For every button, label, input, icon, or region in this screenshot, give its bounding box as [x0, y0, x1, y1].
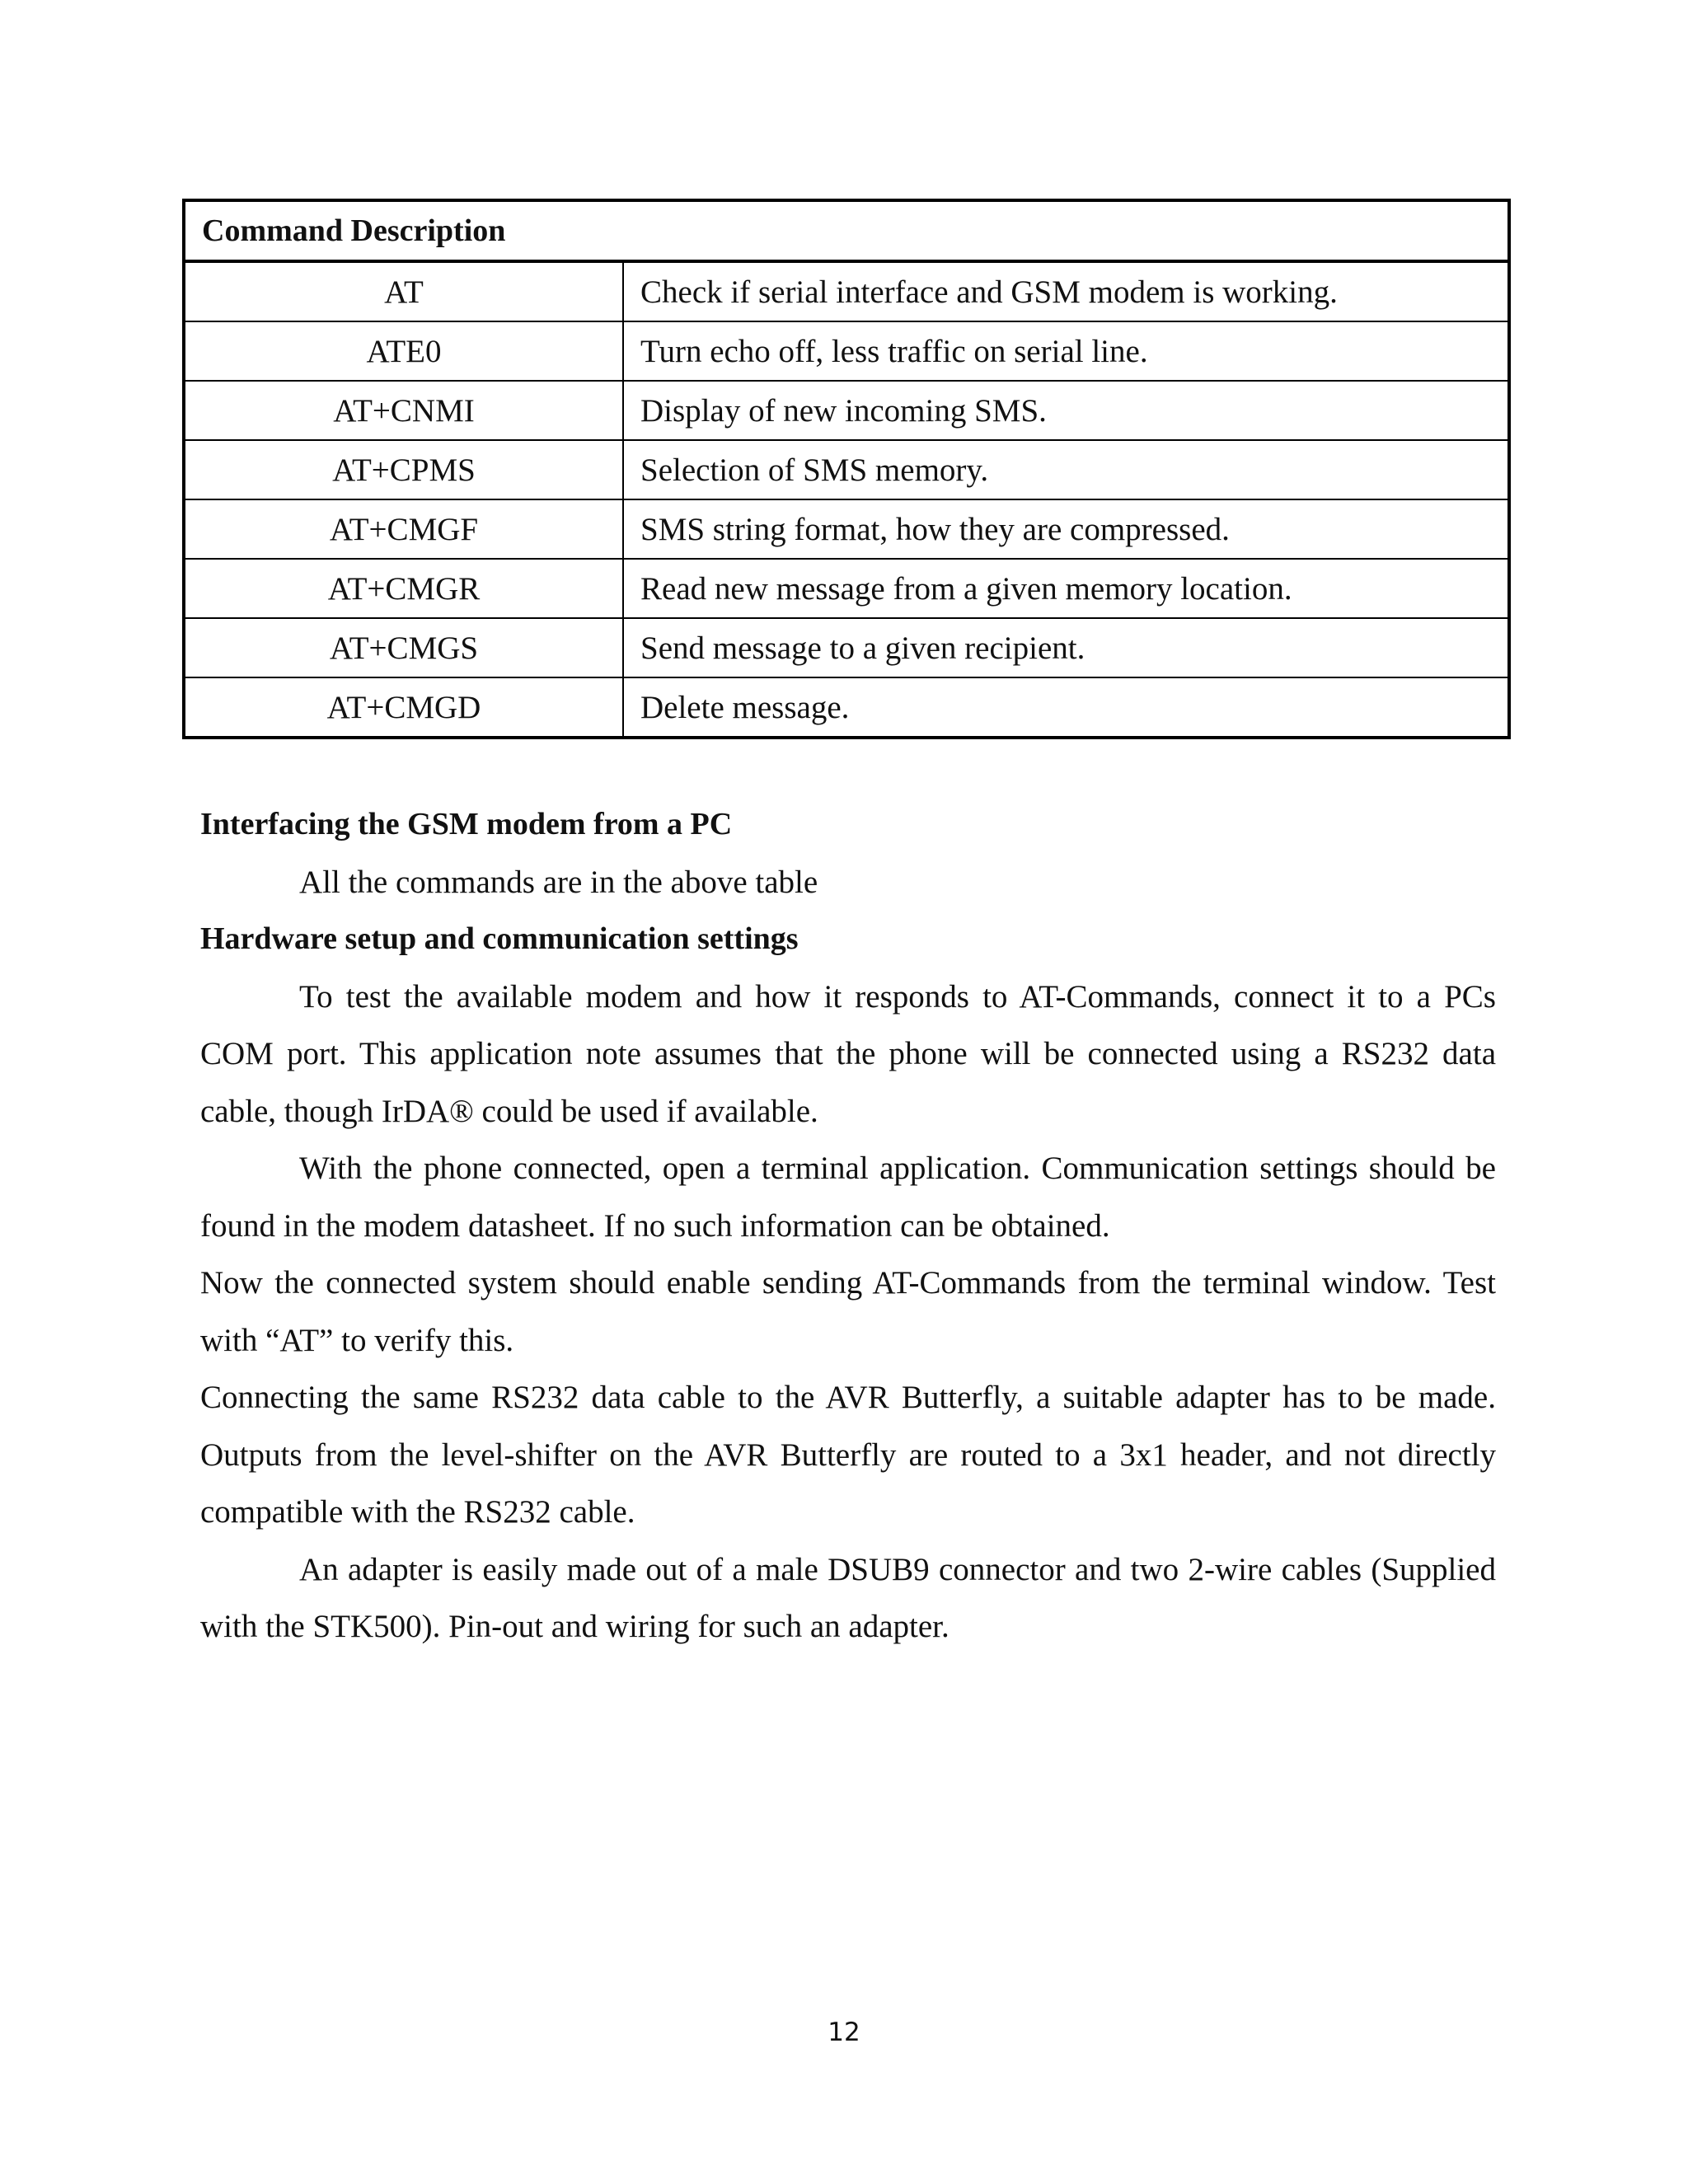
- command-cell: AT+CMGD: [185, 678, 624, 736]
- paragraph-adapter: An adapter is easily made out of a male DSUB9 connector and two 2-wire cables (Supplied with the STK500). Pin-out and wiring for such an adapter.: [200, 1551, 1496, 1644]
- description-cell: SMS string format, how they are compressed.: [640, 511, 1230, 547]
- command-cell: AT+CNMI: [185, 382, 624, 439]
- command-cell: AT+CMGS: [185, 619, 624, 677]
- paragraph-modem-test: To test the available modem and how it responds to AT-Commands, connect it to a PCs COM port. This application note assumes that the phone will be connected using a RS232 data cable, though IrDA® could be used if available.: [200, 978, 1496, 1129]
- table-row: [185, 263, 1507, 322]
- interfacing-heading: Interfacing the GSM modem from a PC: [200, 807, 733, 841]
- command-cell: ATE0: [185, 322, 624, 380]
- command-table: [182, 199, 1511, 739]
- description-cell: Check if serial interface and GSM modem is working.: [640, 274, 1338, 310]
- command-cell: AT+CMGR: [185, 560, 624, 617]
- description-cell: Turn echo off, less traffic on serial line.: [640, 333, 1148, 369]
- description-cell: Send message to a given recipient.: [640, 630, 1085, 666]
- description-cell: Selection of SMS memory.: [640, 452, 989, 488]
- paragraph-verify: Now the connected system should enable sending AT-Commands from the terminal window. Test with “AT” to verify this.: [200, 1265, 1496, 1358]
- paragraph-butterfly: Connecting the same RS232 data cable to the AVR Butterfly, a suitable adapter has to be made. Outputs from the level-shifter on the AVR Butterfly are routed to a 3x1 header, and not directly compatible with the RS232 cable.: [200, 1380, 1496, 1530]
- table-row: [185, 560, 1507, 619]
- command-cell: AT+CPMS: [185, 441, 624, 499]
- page-number: 12: [828, 2018, 860, 2047]
- table-row: [185, 678, 1507, 736]
- paragraph-terminal: With the phone connected, open a terminal application. Communication settings should be found in the modem datasheet. If no such information can be obtained.: [200, 1151, 1496, 1244]
- table-row: [185, 441, 1507, 500]
- description-cell: Delete message.: [640, 689, 850, 725]
- hardware-heading: Hardware setup and communication settings: [200, 921, 799, 956]
- table-row: [185, 619, 1507, 678]
- table-row: [185, 382, 1507, 441]
- table-header: Command Description: [185, 202, 1507, 263]
- table-row: [185, 322, 1507, 382]
- body-text: [200, 796, 1496, 1656]
- command-cell: AT: [185, 263, 624, 321]
- table-row: [185, 500, 1507, 560]
- command-cell: AT+CMGF: [185, 500, 624, 558]
- description-cell: Display of new incoming SMS.: [640, 392, 1047, 429]
- description-cell: Read new message from a given memory location.: [640, 570, 1292, 607]
- interfacing-paragraph: All the commands are in the above table: [299, 864, 818, 900]
